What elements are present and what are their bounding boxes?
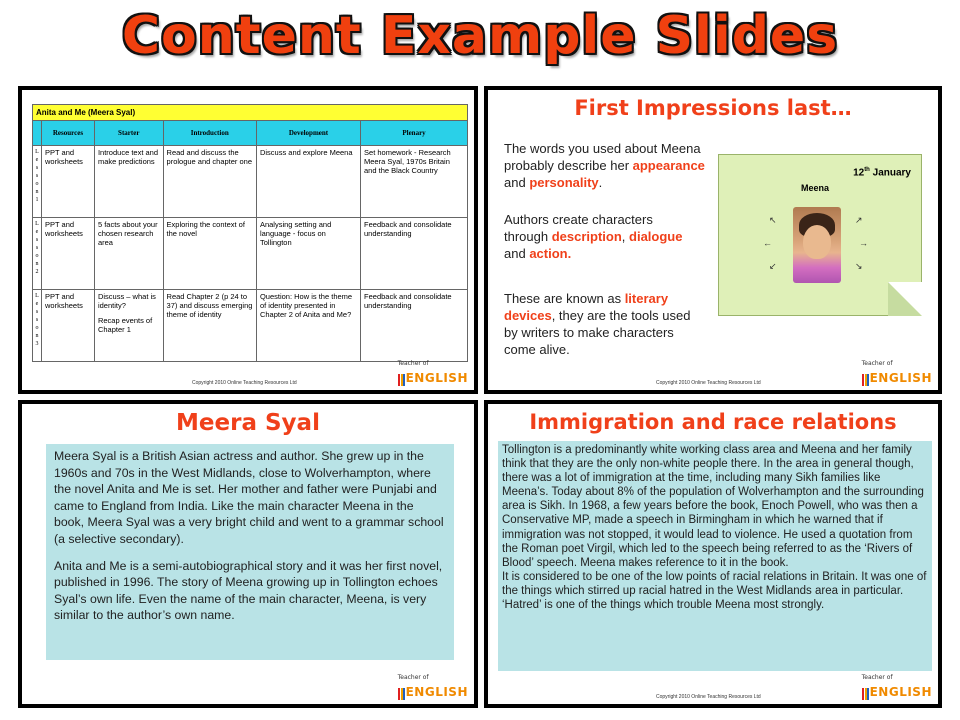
paragraph: Anita and Me is a semi-autobiographical story and it was her first novel, published in 1996. The story of Meena growing up in Tollington echoes Syal’s own life. Even the name of the main character, Meena, is very similar to the author’s own name. (54, 558, 443, 623)
slide-meera-syal[interactable] (18, 400, 478, 708)
table-header: Starter (94, 121, 163, 146)
paragraph-2: Authors create characters through description, dialogue and action. (504, 212, 683, 261)
teacher-of-english-logo: Teacher of ENGLISH (397, 674, 468, 699)
table-header: Resources (42, 121, 95, 146)
table-row (33, 218, 468, 290)
sticky-note (718, 154, 922, 316)
note-name: Meena (801, 183, 830, 193)
slide-lesson-plan[interactable] (18, 86, 478, 394)
slide-first-impressions[interactable] (484, 86, 942, 394)
starter-extra: Recap events of Chapter 1 (97, 316, 153, 334)
table-cell: Question: How is the theme of identity presented in Chapter 2 of Anita and Me? (256, 290, 360, 362)
teacher-of-english-logo: Teacher of ENGLISH (861, 360, 932, 385)
table-cell: Read and discuss the prologue and chapter one (163, 146, 256, 218)
table-cell: Introduce text and make predictions (94, 146, 163, 218)
note-date: 12th January (853, 167, 911, 179)
table-header: Plenary (361, 121, 468, 146)
logo-bars-icon (398, 688, 405, 700)
table-cell: Discuss and explore Meena (256, 146, 360, 218)
paragraph: It is considered to be one of the low points of racial relations in Britain. It was one of the things which stirred up racial hatred in the West Midlands area in particular. ‘Hatred’ is one of the things which trouble Meena most strongly. (502, 570, 927, 612)
table-title: Anita and Me (Meera Syal) (33, 105, 468, 121)
table-cell: PPT and worksheets (42, 218, 95, 290)
logo-bars-icon (862, 688, 869, 700)
arrow-icon: ↖ (769, 215, 777, 225)
table-cell (94, 290, 163, 362)
arrow-icon: ↘ (855, 261, 863, 271)
note-fold (888, 282, 922, 316)
paragraph-1: The words you used about Meena probably describe her appearance and personality. (504, 141, 705, 190)
table-cell: Exploring the context of the novel (163, 218, 256, 290)
slide-title: Meera Syal (176, 410, 320, 436)
table-cell: Read Chapter 2 (p 24 to 37) and discuss emerging theme of identity (163, 290, 256, 362)
starter-text: Discuss – what is identity? (97, 292, 156, 310)
table-cell: Analysing setting and language - focus on Tollington (256, 218, 360, 290)
meena-photo (793, 207, 841, 283)
copyright: Copyright 2010 Online Teaching Resources Ltd (656, 380, 761, 386)
lesson-label: L e s s o n 1 (33, 146, 42, 218)
table-cell: Set homework - Research Meera Syal, 1970s Britain and the Black Country (361, 146, 468, 218)
copyright: Copyright 2010 Online Teaching Resources Ltd (656, 694, 761, 700)
slide-immigration[interactable] (484, 400, 942, 708)
table-corner (33, 121, 42, 146)
page-title: Content Example Slides (121, 6, 839, 66)
arrow-icon: ← (763, 238, 772, 248)
copyright: Copyright 2010 Online Teaching Resources Ltd (192, 380, 297, 386)
slide-title: First Impressions last… (574, 96, 852, 120)
lesson-label: L e s s o n 2 (33, 218, 42, 290)
table-row (33, 290, 468, 362)
arrow-icon: → (859, 238, 868, 248)
table-header: Introduction (163, 121, 256, 146)
lesson-label: L e s s o n 3 (33, 290, 42, 362)
slide-title: Immigration and race relations (529, 410, 897, 434)
lesson-plan-table (32, 104, 468, 362)
paragraph: Meera Syal is a British Asian actress and author. She grew up in the 1960s and 70s in the West Midlands, close to Wolverhampton, where the novel Anita and Me is set. Her mother and father were Punjabi and came to England from India. Like the main character Meena in the book, Meera Syal was a very bright child and went to a grammar school (a selective secondary). (54, 449, 444, 546)
arrow-icon: ↗ (855, 215, 863, 225)
table-header: Development (256, 121, 360, 146)
text-box (46, 444, 454, 660)
table-cell: PPT and worksheets (42, 290, 95, 362)
table-cell: 5 facts about your chosen research area (94, 218, 163, 290)
paragraph-3: These are known as literary devices, they are the tools used by writers to make characters come alive. (504, 291, 691, 357)
teacher-of-english-logo: Teacher of ENGLISH (397, 360, 468, 385)
paragraph: Tollington is a predominantly white working class area and Meena and her family think that they are the only non-white people there. In the area in general though, there was a lot of immigration at the time, including many Sikh families like Meena’s. Today about 8% of the population of Wolverhampton and the surrounding area is Sikh. In 1968, a few years before the book, Enoch Powell, who was then a Conservative MP, made a speech in Birmingham in which he warned that if immigration was not stopped, it would lead to violence. He used a quotation from the Roman poet Virgil, which led to the speech being referred to as the ‘Rivers of Blood’ speech. Meena makes reference to it in the book. (502, 444, 924, 569)
logo-bars-icon (398, 374, 405, 386)
teacher-of-english-logo: Teacher of ENGLISH (861, 674, 932, 699)
arrow-icon: ↙ (769, 261, 777, 271)
text-box (498, 441, 932, 671)
table-row (33, 146, 468, 218)
table-cell: PPT and worksheets (42, 146, 95, 218)
logo-bars-icon (862, 374, 869, 386)
table-cell: Feedback and consolidate understanding (361, 218, 468, 290)
table-cell: Feedback and consolidate understanding (361, 290, 468, 362)
